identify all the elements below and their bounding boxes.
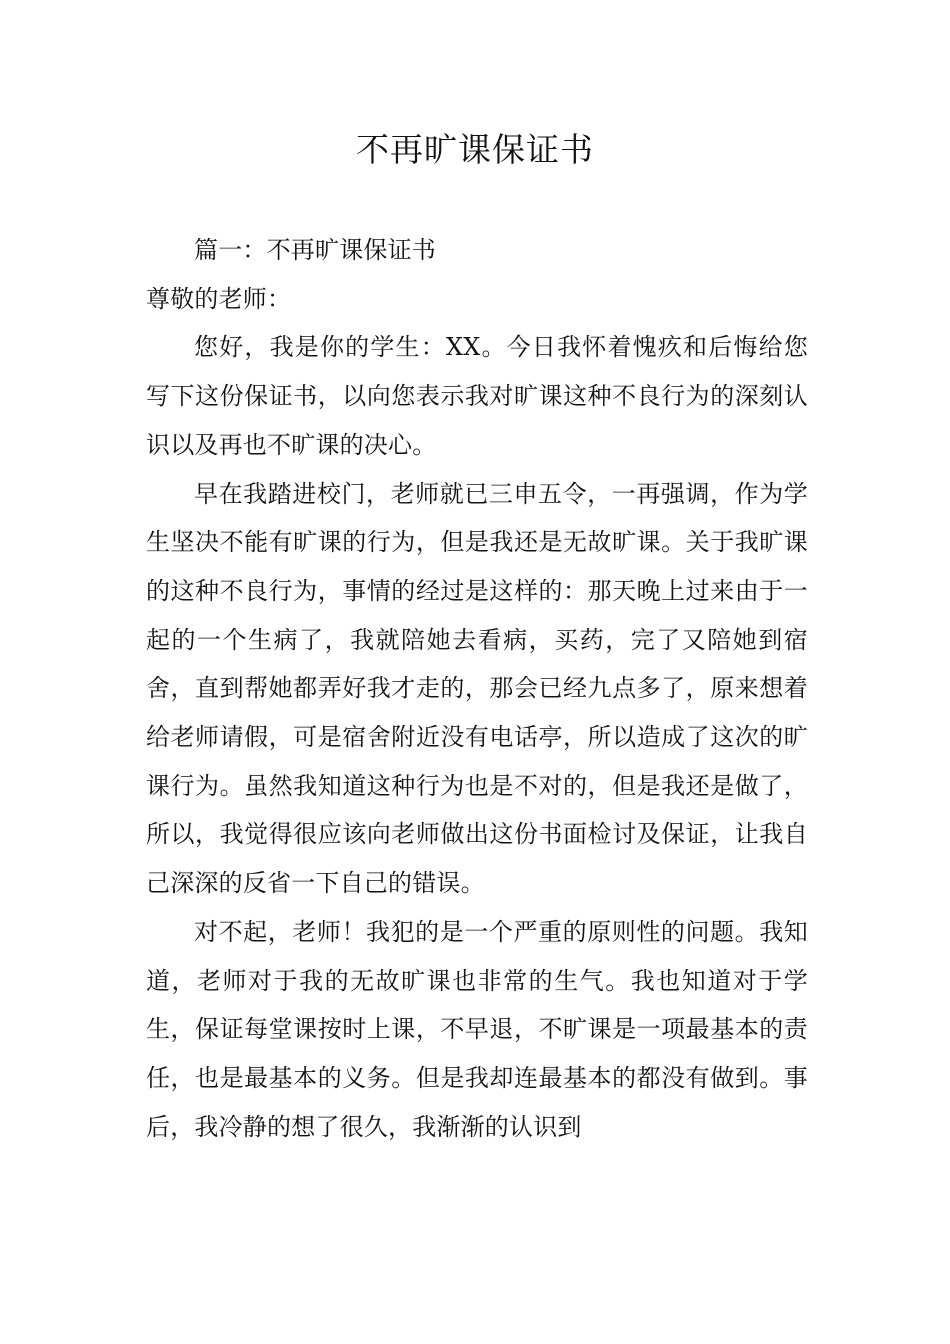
paragraph-greeting: 您好，我是你的学生：XX。今日我怀着愧疚和后悔给您写下这份保证书，以向您表示我对旷课这种不良行为的深刻认识以及再也不旷课的决心。 (146, 333, 808, 459)
document-title: 不再旷课保证书 (356, 130, 594, 169)
paragraph-incident: 早在我踏进校门，老师就已三申五令，一再强调，作为学生坚决不能有旷课的行为，但是我还是无故旷课。关于我旷课的这种不良行为，事情的经过是这样的：那天晚上过来由于一起的一个生病了，我就陪她去看病，买药，完了又陪她到宿舍，直到帮她都弄好我才走的，那会已经九点多了，原来想着给老师请假，可是宿舍附近没有电话亭，所以造成了这次的旷课行为。虽然我知道这种行为也是不对的，但是我还是做了，所以，我觉得很应该向老师做出这份书面检讨及保证，让我自己深深的反省一下自己的错误。 (146, 479, 808, 898)
document-body (146, 226, 808, 1151)
salutation: 尊敬的老师： (146, 284, 292, 313)
paragraph-apology: 对不起，老师！我犯的是一个严重的原则性的问题。我知道，老师对于我的无故旷课也非常的生气。我也知道对于学生，保证每堂课按时上课，不早退，不旷课是一项最基本的责任，也是最基本的义务。但是我却连最基本的都没有做到。事后，我冷静的想了很久，我渐渐的认识到 (146, 917, 808, 1141)
section-heading: 篇一：不再旷课保证书 (194, 236, 436, 264)
